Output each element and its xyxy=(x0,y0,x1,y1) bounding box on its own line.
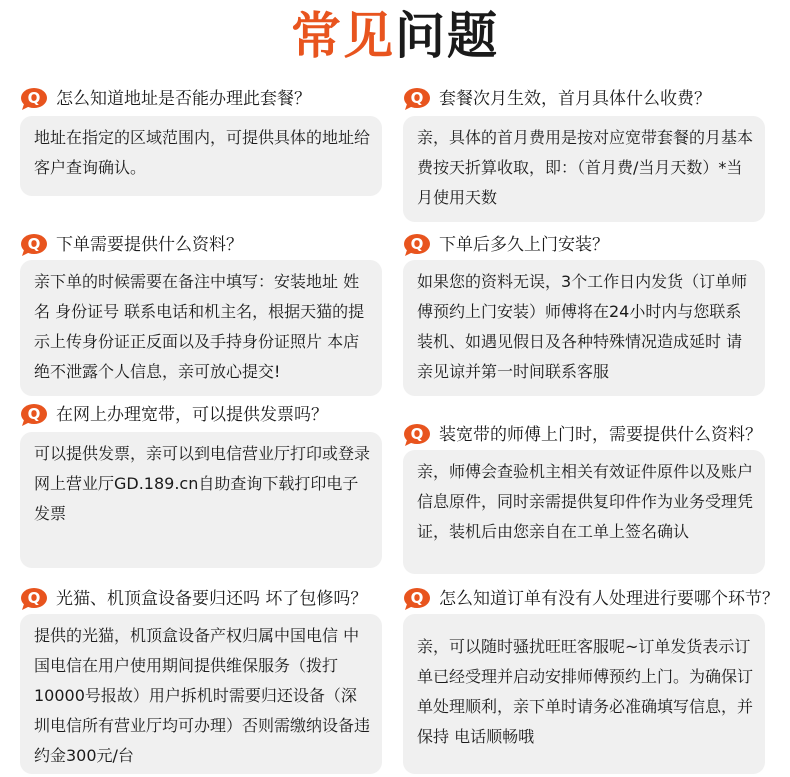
faq-item xyxy=(20,230,382,381)
faq-question-row xyxy=(20,84,382,114)
faq-question: 装宽带的师傅上门时，需要提供什么资料？ xyxy=(439,425,762,445)
faq-question: 怎么知道地址是否能办理此套餐？ xyxy=(56,89,311,109)
q-speech-bubble-icon xyxy=(20,587,48,611)
q-speech-bubble-icon xyxy=(403,87,431,111)
faq-answer: 如果您的资料无误，3个工作日内发货（订单师傅预约上门安装）师傅将在24小时内与您联系装机、如遇见假日及各种特殊情况造成延时 请亲见谅并第一时间联系客服 xyxy=(403,260,765,396)
faq-question-row xyxy=(403,230,771,260)
faq-answer: 亲，可以随时骚扰旺旺客服呢~订单发货表示订单已经受理并启动安排师傅预约上门。为确保订单处理顺利，亲下单时请务必准确填写信息，并保持 电话顺畅哦 xyxy=(403,614,765,774)
svg-text:Q: Q xyxy=(27,89,41,107)
svg-text:Q: Q xyxy=(27,589,41,607)
svg-text:Q: Q xyxy=(27,405,41,423)
faq-question: 光猫、机顶盒设备要归还吗 坏了包修吗？ xyxy=(56,589,368,609)
faq-item xyxy=(403,584,790,746)
q-speech-bubble-icon xyxy=(403,233,431,257)
faq-question: 下单需要提供什么资料？ xyxy=(56,235,243,255)
q-speech-bubble-icon xyxy=(20,87,48,111)
faq-question-row xyxy=(403,584,790,614)
svg-text:Q: Q xyxy=(410,589,424,607)
faq-answer: 亲，师傅会查验机主相关有效证件原件以及账户信息原件，同时亲需提供复印件作为业务受理凭证，装机后由您亲自在工单上签名确认 xyxy=(403,450,765,574)
faq-question: 在网上办理宽带，可以提供发票吗？ xyxy=(56,405,328,425)
q-speech-bubble-icon xyxy=(20,233,48,257)
faq-question-row xyxy=(403,84,771,114)
faq-question: 套餐次月生效，首月具体什么收费？ xyxy=(439,89,711,109)
faq-answer: 可以提供发票，亲可以到电信营业厅打印或登录网上营业厅GD.189.cn自助查询下载打印电子发票 xyxy=(20,432,382,568)
faq-question-row xyxy=(20,584,390,614)
page-title-accent: 常见 xyxy=(291,7,395,65)
faq-answer: 亲，具体的首月费用是按对应宽带套餐的月基本费按天折算收取，即：（首月费/当月天数）*当月使用天数 xyxy=(403,116,765,222)
faq-question-row xyxy=(20,400,382,430)
svg-text:Q: Q xyxy=(410,425,424,443)
faq-answer: 提供的光猫，机顶盒设备产权归属中国电信 中国电信在用户使用期间提供维保服务（拨打10000号报故）用户拆机时需要归还设备（深圳电信所有营业厅均可办理）否则需缴纳设备违约金300元/台 xyxy=(20,614,382,774)
page-title xyxy=(0,4,790,68)
faq-question-row xyxy=(20,230,382,260)
faq-item xyxy=(20,400,382,523)
page-title-rest: 问题 xyxy=(395,7,499,65)
faq-question-row xyxy=(403,420,783,450)
svg-text:Q: Q xyxy=(410,89,424,107)
q-speech-bubble-icon xyxy=(403,587,431,611)
faq-item xyxy=(20,584,390,765)
faq-answer: 亲下单的时候需要在备注中填写：安装地址 姓名 身份证号 联系电话和机主名，根据天猫的提示上传身份证正反面以及手持身份证照片 本店绝不泄露个人信息，亲可放心提交! xyxy=(20,260,382,396)
q-speech-bubble-icon xyxy=(20,403,48,427)
faq-item xyxy=(20,84,382,177)
faq-item xyxy=(403,420,783,541)
faq-item xyxy=(403,230,771,381)
faq-answer: 地址在指定的区域范围内，可提供具体的地址给客户查询确认。 xyxy=(20,116,382,196)
faq-question: 下单后多久上门安装？ xyxy=(439,235,609,255)
faq-question: 怎么知道订单有没有人处理进行要哪个环节？ xyxy=(439,589,779,609)
svg-text:Q: Q xyxy=(27,235,41,253)
q-speech-bubble-icon xyxy=(403,423,431,447)
faq-item xyxy=(403,84,771,207)
svg-text:Q: Q xyxy=(410,235,424,253)
